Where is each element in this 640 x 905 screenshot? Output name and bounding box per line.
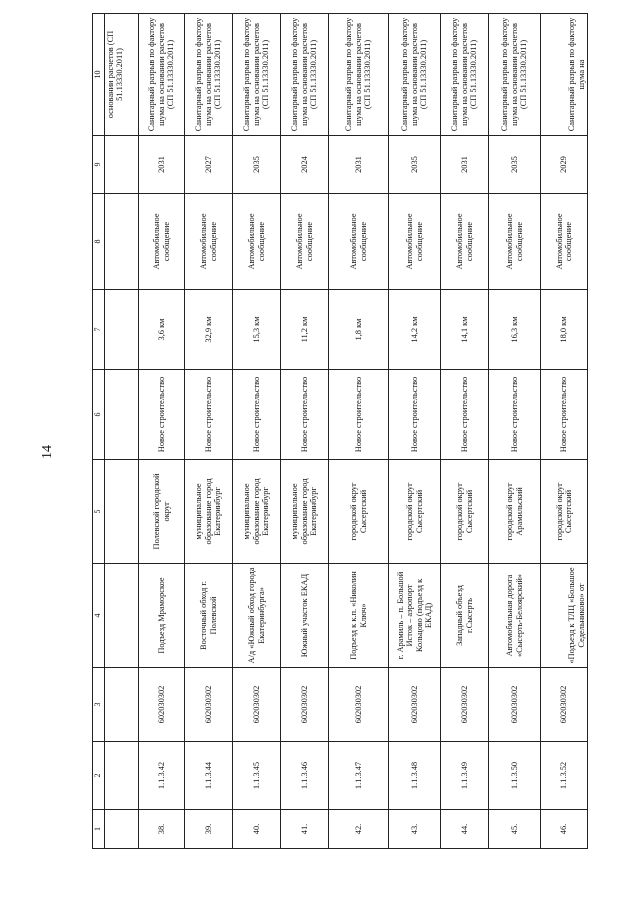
object-code: 1.1.3.46	[281, 742, 329, 810]
construction-type: Новое строительство	[389, 370, 441, 460]
oktmo-code: 602030302	[185, 668, 233, 742]
zone: Санитарный разрыв по фактору шума на основании расчетов (СП 51.13330.2011)	[281, 14, 329, 136]
header-cell: 8	[93, 194, 105, 290]
table-row	[281, 14, 329, 849]
purpose: Автомобильное сообщение	[281, 194, 329, 290]
zone: Санитарный разрыв по фактору шума на основании расчетов (СП 51.13330.2011)	[389, 14, 441, 136]
municipality: городской округ Арамильский	[489, 460, 541, 564]
oktmo-code: 602030302	[541, 668, 588, 742]
year: 2027	[185, 136, 233, 194]
header-cell: 4	[93, 564, 105, 668]
object-code: 1.1.3.50	[489, 742, 541, 810]
row-number: 41.	[281, 810, 329, 849]
object-code: 1.1.3.48	[389, 742, 441, 810]
table-row	[329, 14, 389, 849]
year: 2031	[329, 136, 389, 194]
object-name: Подъезд к к.п. «Николин Ключ»	[329, 564, 389, 668]
construction-type: Новое строительство	[139, 370, 185, 460]
row-number: 40.	[233, 810, 281, 849]
purpose: Автомобильное сообщение	[489, 194, 541, 290]
page-number: 14	[40, 445, 55, 459]
object-name: Южный участок ЕКАД	[281, 564, 329, 668]
object-code: 1.1.3.45	[233, 742, 281, 810]
year: 2024	[281, 136, 329, 194]
empty-cell	[105, 564, 139, 668]
header-cell: 5	[93, 460, 105, 564]
oktmo-code: 602030302	[139, 668, 185, 742]
object-name: Автомобильная дорога «Сысерть-Белоярский»	[489, 564, 541, 668]
zone: Санитарный разрыв по фактору шума на основании расчетов (СП 51.13330.2011)	[329, 14, 389, 136]
object-name: Западный объезд г.Сысерть	[441, 564, 489, 668]
year: 2031	[139, 136, 185, 194]
purpose: Автомобильное сообщение	[541, 194, 588, 290]
municipality: городской округ Сысертский	[329, 460, 389, 564]
object-name: Подъезд Мраморское	[139, 564, 185, 668]
header-cell: 9	[93, 136, 105, 194]
row-number: 43.	[389, 810, 441, 849]
table-body	[105, 14, 588, 849]
header-row	[93, 14, 105, 849]
empty-cell	[105, 370, 139, 460]
oktmo-code: 602030302	[329, 668, 389, 742]
continuation-note: основании расчетов (СП 51.13330.2011)	[105, 14, 139, 136]
empty-cell	[105, 668, 139, 742]
length: 15,3 км	[233, 290, 281, 370]
zone: Санитарный разрыв по фактору шума на основании расчетов (СП 51.13330.2011)	[489, 14, 541, 136]
table-wrapper	[92, 14, 586, 849]
purpose: Автомобильное сообщение	[441, 194, 489, 290]
table-row	[441, 14, 489, 849]
length: 32,9 км	[185, 290, 233, 370]
row-number: 44.	[441, 810, 489, 849]
object-name: А/д «Южный обход города Екатеринбурга»	[233, 564, 281, 668]
table-row	[185, 14, 233, 849]
row-number: 46.	[541, 810, 588, 849]
length: 14,2 км	[389, 290, 441, 370]
municipality: муниципальное образование город Екатеринбург	[233, 460, 281, 564]
empty-cell	[105, 290, 139, 370]
object-code: 1.1.3.47	[329, 742, 389, 810]
purpose: Автомобильное сообщение	[389, 194, 441, 290]
header-cell: 6	[93, 370, 105, 460]
header-cell: 1	[93, 810, 105, 849]
oktmo-code: 602030302	[281, 668, 329, 742]
row-number: 38.	[139, 810, 185, 849]
header-cell: 3	[93, 668, 105, 742]
length: 11,2 км	[281, 290, 329, 370]
row-number: 45.	[489, 810, 541, 849]
continuation-row	[105, 14, 139, 849]
construction-type: Новое строительство	[233, 370, 281, 460]
zone: Санитарный разрыв по фактору шума на основании расчетов (СП 51.13330.2011)	[139, 14, 185, 136]
empty-cell	[105, 810, 139, 849]
municipality: муниципальное образование город Екатеринбург	[281, 460, 329, 564]
construction-type: Новое строительство	[281, 370, 329, 460]
length: 1,8 км	[329, 290, 389, 370]
construction-type: Новое строительство	[489, 370, 541, 460]
object-name: «Подъезд к ТЛЦ «Большое Седельниково» от	[541, 564, 588, 668]
year: 2029	[541, 136, 588, 194]
oktmo-code: 602030302	[489, 668, 541, 742]
year: 2035	[233, 136, 281, 194]
oktmo-code: 602030302	[233, 668, 281, 742]
municipality: муниципальное образование город Екатеринбург	[185, 460, 233, 564]
construction-type: Новое строительство	[441, 370, 489, 460]
row-number: 42.	[329, 810, 389, 849]
purpose: Автомобильное сообщение	[233, 194, 281, 290]
construction-type: Новое строительство	[329, 370, 389, 460]
municipality: Полевской городской округ	[139, 460, 185, 564]
year: 2035	[489, 136, 541, 194]
empty-cell	[105, 136, 139, 194]
object-name: г. Арамиль – п. Большой Исток – аэропорт Кольцово (подъезд к ЕКАД)	[389, 564, 441, 668]
length: 18,0 км	[541, 290, 588, 370]
object-code: 1.1.3.42	[139, 742, 185, 810]
object-code: 1.1.3.52	[541, 742, 588, 810]
empty-cell	[105, 194, 139, 290]
purpose: Автомобильное сообщение	[329, 194, 389, 290]
length: 3,6 км	[139, 290, 185, 370]
construction-type: Новое строительство	[541, 370, 588, 460]
oktmo-code: 602030302	[441, 668, 489, 742]
object-code: 1.1.3.49	[441, 742, 489, 810]
table-row	[541, 14, 588, 849]
year: 2031	[441, 136, 489, 194]
object-name: Восточный обход г. Полевской	[185, 564, 233, 668]
purpose: Автомобильное сообщение	[185, 194, 233, 290]
municipality: городской округ Сысертский	[541, 460, 588, 564]
municipality: городской округ Сысертский	[389, 460, 441, 564]
empty-cell	[105, 460, 139, 564]
header-cell: 2	[93, 742, 105, 810]
zone: Санитарный разрыв по фактору шума на основании расчетов (СП 51.13330.2011)	[233, 14, 281, 136]
table-row	[389, 14, 441, 849]
zone: Санитарный разрыв по фактору шума на основании расчетов (СП 51.13330.2011)	[185, 14, 233, 136]
purpose: Автомобильное сообщение	[139, 194, 185, 290]
year: 2035	[389, 136, 441, 194]
object-code: 1.1.3.44	[185, 742, 233, 810]
table-row	[139, 14, 185, 849]
row-number: 39.	[185, 810, 233, 849]
oktmo-code: 602030302	[389, 668, 441, 742]
length: 16,3 км	[489, 290, 541, 370]
rotated-table-area	[92, 14, 586, 849]
header-cell: 7	[93, 290, 105, 370]
empty-cell	[105, 742, 139, 810]
table-row	[233, 14, 281, 849]
construction-type: Новое строительство	[185, 370, 233, 460]
planning-table	[92, 13, 588, 849]
length: 14,1 км	[441, 290, 489, 370]
header-cell: 10	[93, 14, 105, 136]
zone: Санитарный разрыв по фактору шума на основании расчетов (СП 51.13330.2011)	[441, 14, 489, 136]
municipality: городской округ Сысертский	[441, 460, 489, 564]
table-row	[489, 14, 541, 849]
zone: Санитарный разрыв по фактору шума на	[541, 14, 588, 136]
